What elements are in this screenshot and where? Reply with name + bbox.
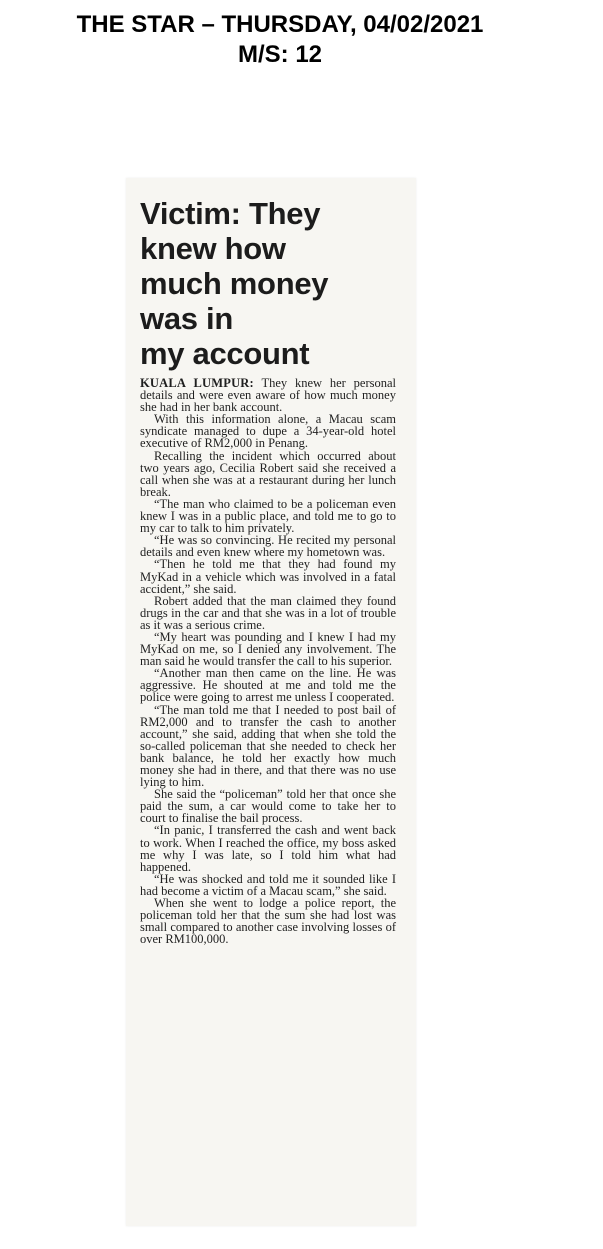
headline-line: was in: [140, 301, 233, 336]
publication-header: [0, 10, 560, 70]
article-paragraph: Recalling the incident which occurred about two years ago, Cecilia Robert said she received a call when she was at a restaurant during her lunch break.: [140, 448, 396, 499]
article-paragraph: “The man who claimed to be a policeman even knew I was in a public place, and told me to go to my car to talk to him privately.: [140, 496, 396, 536]
article-paragraph: “He was so convincing. He recited my personal details and even knew where my hometown was.: [140, 533, 396, 560]
article-paragraph: With this information alone, a Macau scam syndicate managed to dupe a 34-year-old hotel executive of RM2,000 in Penang.: [140, 412, 396, 451]
paragraph-text: They knew her personal details and were even aware of how much money she had in her bank account.: [140, 376, 396, 415]
article-body: [140, 377, 396, 945]
headline-line: my account: [140, 336, 310, 371]
article-paragraph: “He was shocked and told me it sounded like I had become a victim of a Macau scam,” she said.: [140, 871, 396, 898]
headline-line: Victim: They: [140, 196, 321, 231]
article-headline: [140, 196, 400, 371]
article-paragraph: [140, 377, 396, 413]
article-paragraph: “Another man then came on the line. He was aggressive. He shouted at me and told me the police were going to arrest me unless I cooperated.: [140, 666, 396, 705]
page-reference: M/S: 12: [237, 41, 323, 68]
article-paragraph: Robert added that the man claimed they found drugs in the car and that she was in a lot of trouble as it was a serious crime.: [140, 593, 396, 632]
article-paragraph: When she went to lodge a police report, the policeman told her that the sum she had lost was small compared to another case involving losses of over RM100,000.: [140, 896, 396, 947]
article-paragraph: She said the “policeman” told her that once she paid the sum, a car would come to take her to court to finalise the bail process.: [140, 787, 396, 826]
article-paragraph: “My heart was pounding and I knew I had my MyKad on me, so I denied any involvement. The man said he would transfer the call to his superior.: [140, 629, 396, 669]
article-paragraph: “Then he told me that they had found my MyKad in a vehicle which was involved in a fatal accident,” she said.: [140, 557, 396, 596]
headline-line: much money: [140, 266, 329, 301]
headline-line: knew how: [140, 231, 286, 266]
publication-date-line: THE STAR – THURSDAY, 04/02/2021: [76, 11, 484, 38]
article-paragraph: “The man told me that I needed to post bail of RM2,000 and to transfer the cash to another account,” she said, adding that when she told the so-called policeman that she needed to check her bank balance, he told her exactly how much money she had in there, and that there was no use lying to him.: [140, 702, 396, 790]
article-paragraph: “In panic, I transferred the cash and went back to work. When I reached the office, my boss asked me why I was late, so I told him what had happened.: [140, 823, 396, 874]
article-dateline: KUALA LUMPUR:: [140, 376, 254, 390]
